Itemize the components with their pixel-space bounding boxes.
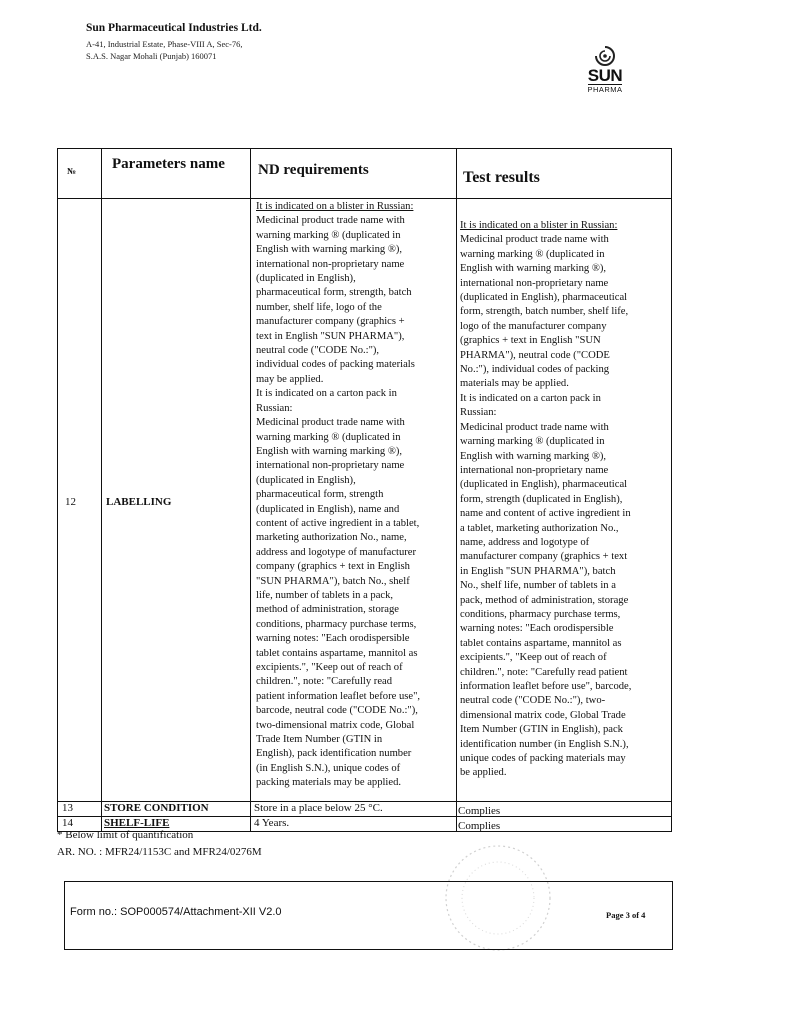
column-header-parameters: Parameters name bbox=[112, 156, 225, 172]
table-right-border bbox=[671, 148, 672, 831]
nd-requirement-value: Store in a place below 25 °C. bbox=[254, 802, 383, 814]
cell-line: name, address and logotype of bbox=[460, 536, 590, 548]
company-address-line2: S.A.S. Nagar Mohali (Punjab) 160071 bbox=[86, 51, 217, 61]
test-result-value: Complies bbox=[458, 820, 501, 832]
cell-line: marketing authorization No., name, bbox=[256, 532, 407, 544]
cell-line: name and content of active ingredient in bbox=[460, 508, 631, 520]
cell-line: children.", note: "Carefully read patient bbox=[460, 666, 628, 678]
cell-line: warning notes: "Each orodispersible bbox=[460, 623, 614, 635]
cell-line: barcode, neutral code ("CODE No.:"), bbox=[256, 705, 418, 717]
column-header-nd-requirements: ND requirements bbox=[258, 162, 369, 178]
cell-line: English with warning marking ®), bbox=[460, 450, 607, 462]
cell-line: be applied. bbox=[460, 767, 507, 779]
cell-line: (duplicated in English), name and bbox=[256, 503, 400, 515]
ar-number: AR. NO. : MFR24/1153C and MFR24/0276M bbox=[57, 846, 262, 858]
cell-line: It is indicated on a blister in Russian: bbox=[460, 220, 618, 231]
cell-line: manufacturer company (graphics + bbox=[256, 316, 405, 328]
cell-line: address and logotype of manufacturer bbox=[256, 546, 417, 558]
cell-line: No.:"), individual codes of packing bbox=[460, 364, 610, 376]
cell-line: Russian: bbox=[460, 407, 497, 419]
cell-line: warning notes: "Each orodispersible bbox=[256, 633, 410, 645]
parameter-name: LABELLING bbox=[106, 496, 172, 508]
cell-line: excipients.", "Keep out of reach of bbox=[460, 652, 607, 664]
cell-line: number, shelf life, logo of the bbox=[256, 301, 382, 313]
header-bottom-border bbox=[57, 198, 672, 199]
cell-line: Medicinal product trade name with bbox=[460, 234, 609, 246]
cell-line: pharmaceutical form, strength bbox=[256, 489, 384, 501]
cell-line: warning marking ® (duplicated in bbox=[256, 431, 401, 443]
cell-line: warning marking ® (duplicated in bbox=[460, 248, 605, 260]
cell-line: unique codes of packing materials may bbox=[460, 753, 626, 765]
cell-line: Russian: bbox=[256, 402, 293, 414]
nd-requirements-cell bbox=[256, 200, 456, 791]
cell-line: international non-proprietary name bbox=[256, 460, 405, 472]
cell-line: text in English "SUN PHARMA"), bbox=[256, 330, 405, 342]
cell-line: warning marking ® (duplicated in bbox=[256, 229, 401, 241]
cell-line: international non-proprietary name bbox=[460, 277, 609, 289]
cell-line: manufacturer company (graphics + text bbox=[460, 551, 628, 563]
cell-line: children.", note: "Carefully read bbox=[256, 676, 393, 688]
parameter-name: SHELF-LIFE bbox=[104, 817, 170, 829]
cell-line: (duplicated in English), pharmaceutical bbox=[460, 479, 628, 491]
cell-line: in English "SUN PHARMA"), batch bbox=[460, 565, 616, 577]
company-address-line1: A-41, Industrial Estate, Phase-VIII A, Sec-76, bbox=[86, 39, 243, 49]
row-number: 13 bbox=[62, 802, 73, 814]
table-top-border bbox=[57, 148, 672, 149]
column-header-number: № bbox=[67, 166, 77, 176]
cell-line: English with warning marking ®), bbox=[256, 244, 403, 256]
cell-line: (graphics + text in English "SUN bbox=[460, 335, 601, 347]
cell-line: PHARMA"), neutral code ("CODE bbox=[460, 349, 610, 361]
cell-line: (duplicated in English), pharmaceutical bbox=[460, 292, 628, 304]
cell-line: tablet contains aspartame, mannitol as bbox=[256, 647, 418, 659]
cell-line: conditions, pharmacy purchase terms, bbox=[460, 608, 621, 620]
cell-line: Trade Item Number (GTIN in bbox=[256, 734, 383, 746]
cell-line: materials may be applied. bbox=[460, 378, 569, 390]
logo-wordmark: SUN bbox=[587, 66, 623, 85]
cell-line: Medicinal product trade name with bbox=[460, 421, 609, 433]
table-left-border bbox=[57, 148, 58, 831]
cell-line: individual codes of packing materials bbox=[256, 359, 415, 371]
footnote: * Below limit of quantification bbox=[57, 829, 194, 841]
row-number: 14 bbox=[62, 817, 73, 829]
cell-line: pack, method of administration, storage bbox=[460, 594, 629, 606]
cell-line: excipients.", "Keep out of reach of bbox=[256, 662, 403, 673]
parameter-name: STORE CONDITION bbox=[104, 802, 209, 814]
row-number: 12 bbox=[65, 496, 76, 508]
cell-line: pharmaceutical form, strength, batch bbox=[256, 287, 412, 299]
cell-line: information leaflet before use", barcode, bbox=[460, 681, 632, 692]
cell-line: identification number (in English S.N.), bbox=[460, 738, 629, 750]
sun-logo-icon bbox=[592, 44, 618, 68]
cell-line: Medicinal product trade name with bbox=[256, 215, 405, 227]
cell-line: two-dimensional matrix code, Global bbox=[256, 719, 415, 731]
cell-line: neutral code ("CODE No.:"), two- bbox=[460, 695, 606, 707]
cell-line: English), pack identification number bbox=[256, 748, 412, 760]
cell-line: a tablet, marketing authorization No., bbox=[460, 522, 619, 534]
cell-line: Item Number (GTIN in English), pack bbox=[460, 724, 623, 736]
cell-line: packing materials may be applied. bbox=[256, 777, 402, 789]
cell-line: form, strength (duplicated in English), bbox=[460, 493, 623, 505]
cell-line: It is indicated on a carton pack in bbox=[256, 388, 397, 400]
logo-subtext: PHARMA bbox=[587, 85, 623, 94]
cell-line: (in English S.N.), unique codes of bbox=[256, 762, 401, 774]
col-divider-3 bbox=[456, 148, 457, 831]
cell-line: Medicinal product trade name with bbox=[256, 417, 405, 429]
nd-requirement-value: 4 Years. bbox=[254, 817, 290, 829]
company-name: Sun Pharmaceutical Industries Ltd. bbox=[86, 22, 262, 34]
test-result-value: Complies bbox=[458, 805, 501, 817]
cell-line: may be applied. bbox=[256, 373, 324, 385]
page-number: Page 3 of 4 bbox=[606, 910, 646, 920]
cell-line: English with warning marking ®), bbox=[256, 445, 403, 457]
cell-line: form, strength, batch number, shelf life, bbox=[460, 306, 629, 318]
cell-line: (duplicated in English), bbox=[256, 474, 356, 486]
cell-line: international non-proprietary name bbox=[460, 464, 609, 476]
col-divider-2 bbox=[250, 148, 251, 831]
cell-line: conditions, pharmacy purchase terms, bbox=[256, 618, 417, 630]
cell-line: warning marking ® (duplicated in bbox=[460, 436, 605, 448]
cell-line: patient information leaflet before use", bbox=[256, 690, 421, 702]
cell-line: international non-proprietary name bbox=[256, 258, 405, 270]
cell-line: life, number of tablets in a pack, bbox=[256, 589, 394, 601]
cell-line: logo of the manufacturer company bbox=[460, 320, 607, 332]
cell-line: (duplicated in English), bbox=[256, 273, 356, 285]
cell-line: neutral code ("CODE No.:"), bbox=[256, 345, 380, 357]
cell-line: "SUN PHARMA"), batch No., shelf bbox=[256, 575, 410, 587]
test-results-cell bbox=[460, 219, 665, 781]
cell-line: method of administration, storage bbox=[256, 604, 399, 616]
cell-line: No., shelf life, number of tablets in a bbox=[460, 580, 616, 592]
cell-line: content of active ingredient in a tablet, bbox=[256, 517, 420, 529]
form-number: Form no.: SOP000574/Attachment-XII V2.0 bbox=[70, 906, 282, 918]
cell-line: English with warning marking ®), bbox=[460, 263, 607, 275]
col-divider-1 bbox=[101, 148, 102, 831]
cell-line: It is indicated on a carton pack in bbox=[460, 392, 601, 404]
cell-line: tablet contains aspartame, mannitol as bbox=[460, 637, 622, 649]
cell-line: It is indicated on a blister in Russian: bbox=[256, 201, 414, 212]
sun-pharma-logo bbox=[575, 44, 635, 94]
cell-line: company (graphics + text in English bbox=[256, 561, 410, 573]
cell-line: dimensional matrix code, Global Trade bbox=[460, 709, 626, 721]
column-header-test-results: Test results bbox=[463, 169, 540, 186]
